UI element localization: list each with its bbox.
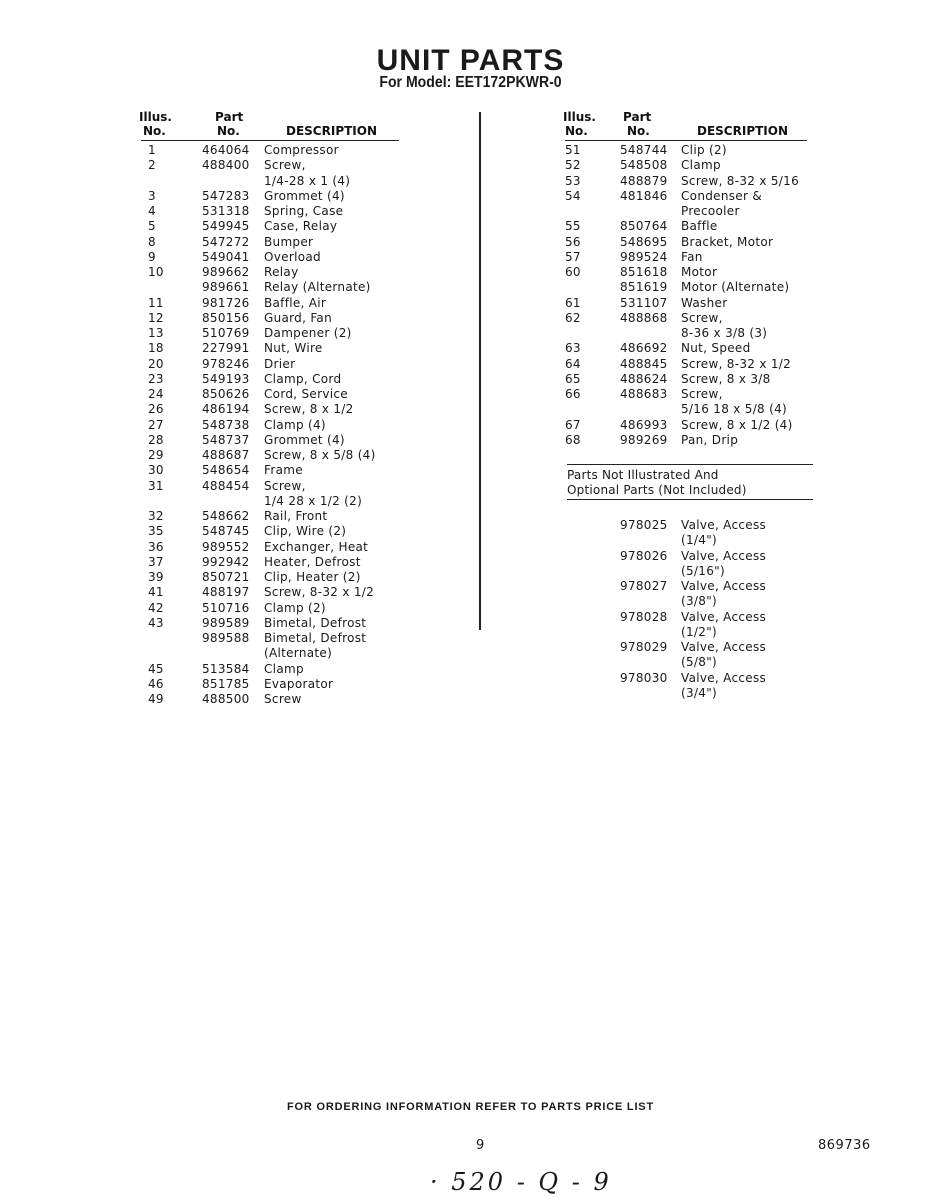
table-row	[148, 509, 448, 524]
part-no-cell: 510716	[202, 600, 250, 615]
illus-no-cell: 1	[148, 143, 156, 157]
table-row	[148, 479, 448, 494]
illus-no-cell: 4	[148, 204, 156, 218]
description-cell: 8-36 x 3/8 (3)	[681, 326, 768, 340]
page-number: 9	[476, 1138, 485, 1153]
table-row	[148, 158, 448, 173]
part-no-cell: 989662	[202, 265, 250, 279]
table-row	[148, 265, 448, 280]
right-parts-list	[565, 143, 825, 448]
table-row	[565, 387, 825, 402]
description-cell: Drier	[264, 356, 296, 371]
part-no-cell: 531318	[202, 204, 250, 218]
table-row	[148, 235, 448, 250]
illus-no-cell: 45	[148, 661, 164, 676]
illus-no-cell: 53	[565, 173, 581, 188]
part-no-cell: 486692	[620, 341, 668, 356]
illus-no-cell: 27	[148, 417, 164, 432]
table-row	[148, 326, 448, 341]
table-row	[148, 402, 448, 417]
table-row	[565, 265, 825, 280]
description-cell: Grommet (4)	[264, 432, 345, 447]
part-no-cell: 464064	[202, 143, 250, 157]
description-cell: Valve, Access	[681, 609, 767, 624]
part-no-cell: 547272	[202, 234, 250, 249]
illus-no-cell: 68	[565, 432, 581, 447]
part-no-cell: 981726	[202, 295, 250, 310]
part-no-cell: 989589	[202, 615, 250, 630]
table-row	[148, 662, 448, 677]
table-row	[565, 564, 825, 579]
illus-no-cell: 63	[565, 341, 581, 356]
description-cell: Valve, Access	[681, 579, 767, 593]
model-subtitle: For Model: EET172PKWR-0	[379, 74, 562, 91]
part-no-cell: 978025	[620, 518, 668, 532]
illus-no-cell: 54	[565, 188, 581, 203]
description-cell: Screw,	[681, 310, 723, 325]
left-header-rule	[141, 140, 399, 141]
table-row	[565, 174, 825, 189]
illus-no-cell: 43	[148, 615, 164, 630]
description-cell: Bumper	[264, 234, 314, 249]
illus-no-cell: 61	[565, 295, 581, 310]
table-row	[148, 570, 448, 585]
description-cell: Guard, Fan	[264, 310, 332, 325]
illus-no-cell: 10	[148, 265, 164, 279]
table-row	[565, 533, 825, 548]
description-cell: Baffle	[681, 219, 718, 234]
illus-no-cell: 39	[148, 570, 164, 584]
part-no-cell: 486194	[202, 402, 250, 417]
illus-no-cell: 12	[148, 310, 164, 325]
table-row	[565, 296, 825, 311]
illus-no-cell: 64	[565, 356, 581, 371]
table-row	[565, 204, 825, 219]
description-cell: Case, Relay	[264, 219, 338, 234]
table-row	[565, 326, 825, 341]
part-no-cell: 488879	[620, 173, 668, 188]
table-row	[148, 204, 448, 219]
description-cell: Screw, 8-32 x 1/2	[681, 356, 792, 371]
description-cell: Bimetal, Defrost	[264, 615, 367, 630]
description-header: DESCRIPTION	[286, 124, 378, 138]
part-no-cell: 488500	[202, 692, 250, 706]
description-cell: Bimetal, Defrost	[264, 631, 367, 645]
table-row	[148, 540, 448, 555]
illus-no-cell: 18	[148, 341, 164, 356]
table-row	[565, 311, 825, 326]
illus-no-cell: 60	[565, 265, 581, 279]
description-cell: Motor	[681, 265, 718, 279]
part-no-cell: 851618	[620, 265, 668, 279]
table-row	[565, 189, 825, 204]
description-header-right: DESCRIPTION	[697, 124, 789, 138]
part-no-cell: 488687	[202, 448, 250, 462]
part-no-cell: 548744	[620, 143, 668, 157]
table-row	[565, 610, 825, 625]
table-row	[148, 601, 448, 616]
table-row	[565, 640, 825, 655]
description-cell: Condenser &	[681, 188, 762, 203]
description-cell: (5/8")	[681, 655, 717, 670]
table-row	[148, 616, 448, 631]
table-row	[148, 341, 448, 356]
illus-no-cell: 13	[148, 326, 164, 340]
part-no-cell: 548737	[202, 432, 250, 447]
part-no-cell: 488868	[620, 310, 668, 325]
description-cell: Clip, Wire (2)	[264, 524, 347, 539]
part-no-cell: 549041	[202, 249, 250, 264]
table-row	[148, 387, 448, 402]
table-row	[565, 158, 825, 173]
table-row	[565, 594, 825, 609]
part-no-cell: 488683	[620, 387, 668, 401]
part-no-cell: 513584	[202, 661, 250, 676]
part-no-cell: 531107	[620, 295, 668, 310]
part-no-cell: 548662	[202, 509, 250, 523]
part-no-header: Part No.	[215, 110, 244, 138]
description-cell: Screw, 8-32 x 1/2	[264, 585, 375, 600]
part-no-cell: 488400	[202, 158, 250, 173]
part-no-cell: 978028	[620, 609, 668, 624]
table-row	[148, 555, 448, 570]
description-cell: Screw,	[264, 478, 306, 493]
left-parts-list	[148, 143, 448, 707]
table-row	[565, 402, 825, 417]
optional-parts-list	[565, 518, 825, 701]
description-cell: Bracket, Motor	[681, 234, 774, 249]
table-row	[148, 585, 448, 600]
notes-bottom-rule	[567, 499, 813, 500]
table-row	[148, 677, 448, 692]
description-cell: Pan, Drip	[681, 432, 739, 447]
table-row	[148, 418, 448, 433]
table-row	[148, 494, 448, 509]
table-row	[565, 143, 825, 158]
part-no-cell: 989524	[620, 249, 668, 264]
part-no-cell: 549945	[202, 219, 250, 234]
handwritten-annotation: · 520 - Q - 9	[430, 1168, 612, 1196]
description-cell: Clamp (2)	[264, 600, 326, 615]
part-no-cell: 978029	[620, 640, 668, 654]
part-no-cell: 548695	[620, 234, 668, 249]
illus-no-cell: 51	[565, 143, 581, 157]
illus-no-cell: 11	[148, 295, 164, 310]
table-row	[565, 549, 825, 564]
table-row	[565, 372, 825, 387]
illus-no-cell: 26	[148, 402, 164, 417]
description-cell: Screw, 8 x 3/8	[681, 371, 771, 386]
part-no-cell: 510769	[202, 326, 250, 340]
illus-no-cell: 20	[148, 356, 164, 371]
part-no-cell: 548654	[202, 463, 250, 478]
description-cell: (3/4")	[681, 685, 717, 700]
description-cell: Overload	[264, 249, 321, 264]
table-row	[148, 189, 448, 204]
illus-no-cell: 52	[565, 158, 581, 173]
table-row	[148, 433, 448, 448]
description-cell: Clamp	[681, 158, 721, 173]
illus-no-cell: 65	[565, 371, 581, 386]
part-no-cell: 978027	[620, 579, 668, 593]
part-no-cell: 989588	[202, 631, 250, 645]
description-cell: Rail, Front	[264, 509, 328, 523]
description-cell: 5/16 18 x 5/8 (4)	[681, 402, 787, 417]
illus-no-cell: 23	[148, 371, 164, 386]
part-no-cell: 989552	[202, 539, 250, 554]
description-cell: Valve, Access	[681, 640, 767, 654]
part-no-cell: 488197	[202, 585, 250, 600]
part-no-cell: 978026	[620, 548, 668, 563]
illus-no-cell: 30	[148, 463, 164, 478]
table-row	[148, 311, 448, 326]
part-no-cell: 850626	[202, 387, 250, 401]
illus-no-cell: 37	[148, 554, 164, 569]
illus-no-cell: 3	[148, 188, 156, 203]
description-cell: Nut, Speed	[681, 341, 751, 356]
part-no-cell: 978030	[620, 670, 668, 685]
table-row	[565, 280, 825, 295]
description-cell: Clip (2)	[681, 143, 727, 157]
description-cell: Screw, 8 x 1/2	[264, 402, 354, 417]
illus-no-cell: 41	[148, 585, 164, 600]
description-cell: Evaporator	[264, 676, 334, 691]
description-cell: Nut, Wire	[264, 341, 323, 356]
illus-no-cell: 66	[565, 387, 581, 401]
notes-line-1: Parts Not Illustrated And	[567, 468, 719, 482]
table-row	[565, 250, 825, 265]
illus-no-header: Illus. No.	[139, 110, 172, 138]
illus-no-cell: 67	[565, 417, 581, 432]
description-cell: Fan	[681, 249, 703, 264]
part-no-cell: 850721	[202, 570, 250, 584]
description-cell: 1/4-28 x 1 (4)	[264, 173, 351, 188]
description-cell: (Alternate)	[264, 646, 333, 661]
description-cell: Motor (Alternate)	[681, 280, 790, 295]
description-cell: (1/2")	[681, 624, 717, 639]
table-row	[565, 625, 825, 640]
table-row	[565, 418, 825, 433]
description-cell: Baffle, Air	[264, 295, 327, 310]
table-row	[148, 174, 448, 189]
table-row	[565, 357, 825, 372]
description-cell: Dampener (2)	[264, 326, 352, 340]
part-no-cell: 850764	[620, 219, 668, 234]
notes-line-2: Optional Parts (Not Included)	[567, 483, 747, 497]
illus-no-cell: 56	[565, 234, 581, 249]
description-cell: Cord, Service	[264, 387, 348, 401]
illus-no-header-right: Illus. No.	[563, 110, 596, 138]
description-cell: 1/4 28 x 1/2 (2)	[264, 493, 363, 508]
description-cell: Clamp, Cord	[264, 371, 342, 386]
part-no-cell: 989269	[620, 432, 668, 447]
illus-no-cell: 2	[148, 158, 156, 173]
table-row	[565, 433, 825, 448]
description-cell: Valve, Access	[681, 518, 767, 532]
description-cell: Screw	[264, 692, 302, 706]
table-row	[565, 655, 825, 670]
description-cell: Clamp (4)	[264, 417, 326, 432]
notes-top-rule	[567, 464, 813, 465]
part-no-cell: 548508	[620, 158, 668, 173]
part-no-cell: 547283	[202, 188, 250, 203]
table-row	[565, 686, 825, 701]
table-row	[148, 357, 448, 372]
part-no-cell: 481846	[620, 188, 668, 203]
table-row	[148, 631, 448, 646]
illus-no-cell: 55	[565, 219, 581, 234]
part-no-cell: 992942	[202, 554, 250, 569]
description-cell: Washer	[681, 295, 728, 310]
illus-no-cell: 49	[148, 692, 164, 706]
column-divider	[479, 112, 481, 630]
description-cell: Precooler	[681, 204, 740, 218]
description-cell: Exchanger, Heat	[264, 539, 369, 554]
table-row	[148, 463, 448, 478]
table-row	[148, 692, 448, 707]
illus-no-cell: 46	[148, 676, 164, 691]
description-cell: (1/4")	[681, 533, 717, 548]
table-row	[565, 219, 825, 234]
illus-no-cell: 29	[148, 448, 164, 462]
part-no-cell: 549193	[202, 371, 250, 386]
table-row	[148, 143, 448, 158]
table-row	[565, 579, 825, 594]
description-cell: (3/8")	[681, 594, 717, 609]
ordering-footer: FOR ORDERING INFORMATION REFER TO PARTS PRICE LIST	[287, 1101, 654, 1113]
part-no-cell: 850156	[202, 310, 250, 325]
table-row	[148, 524, 448, 539]
description-cell: Screw, 8-32 x 5/16	[681, 173, 800, 188]
table-row	[148, 219, 448, 234]
description-cell: Valve, Access	[681, 670, 767, 685]
table-row	[148, 448, 448, 463]
table-row	[148, 250, 448, 265]
description-cell: Relay	[264, 265, 299, 279]
description-cell: Valve, Access	[681, 548, 767, 563]
table-row	[565, 518, 825, 533]
part-no-cell: 548738	[202, 417, 250, 432]
illus-no-cell: 35	[148, 524, 164, 539]
table-row	[148, 372, 448, 387]
table-row	[148, 280, 448, 295]
part-no-cell: 851785	[202, 676, 250, 691]
part-no-cell: 227991	[202, 341, 250, 356]
description-cell: Screw,	[264, 158, 306, 173]
description-cell: Clamp	[264, 661, 304, 676]
illus-no-cell: 9	[148, 249, 156, 264]
part-no-cell: 548745	[202, 524, 250, 539]
illus-no-cell: 32	[148, 509, 164, 523]
illus-no-cell: 36	[148, 539, 164, 554]
page-title: UNIT PARTS	[376, 44, 565, 77]
part-no-cell: 978246	[202, 356, 250, 371]
description-cell: Compressor	[264, 143, 339, 157]
table-row	[565, 341, 825, 356]
illus-no-cell: 62	[565, 310, 581, 325]
description-cell: Screw, 8 x 5/8 (4)	[264, 448, 376, 462]
table-row	[565, 671, 825, 686]
part-no-header-right: Part No.	[623, 110, 652, 138]
part-no-cell: 486993	[620, 417, 668, 432]
part-no-cell: 989661	[202, 280, 250, 295]
right-header-rule	[565, 140, 807, 141]
illus-no-cell: 28	[148, 432, 164, 447]
description-cell: Screw,	[681, 387, 723, 401]
part-no-cell: 488454	[202, 478, 250, 493]
description-cell: Heater, Defrost	[264, 554, 361, 569]
description-cell: Spring, Case	[264, 204, 344, 218]
table-row	[148, 296, 448, 311]
table-row	[148, 646, 448, 661]
description-cell: Clip, Heater (2)	[264, 570, 361, 584]
illus-no-cell: 57	[565, 249, 581, 264]
illus-no-cell: 24	[148, 387, 164, 401]
description-cell: (5/16")	[681, 563, 725, 578]
part-no-cell: 851619	[620, 280, 668, 295]
table-row	[565, 235, 825, 250]
part-no-cell: 488845	[620, 356, 668, 371]
document-number: 869736	[818, 1138, 871, 1153]
description-cell: Relay (Alternate)	[264, 280, 371, 295]
part-no-cell: 488624	[620, 371, 668, 386]
description-cell: Screw, 8 x 1/2 (4)	[681, 417, 793, 432]
illus-no-cell: 31	[148, 478, 164, 493]
illus-no-cell: 5	[148, 219, 156, 234]
description-cell: Frame	[264, 463, 303, 478]
illus-no-cell: 8	[148, 234, 156, 249]
illus-no-cell: 42	[148, 600, 164, 615]
description-cell: Grommet (4)	[264, 188, 345, 203]
